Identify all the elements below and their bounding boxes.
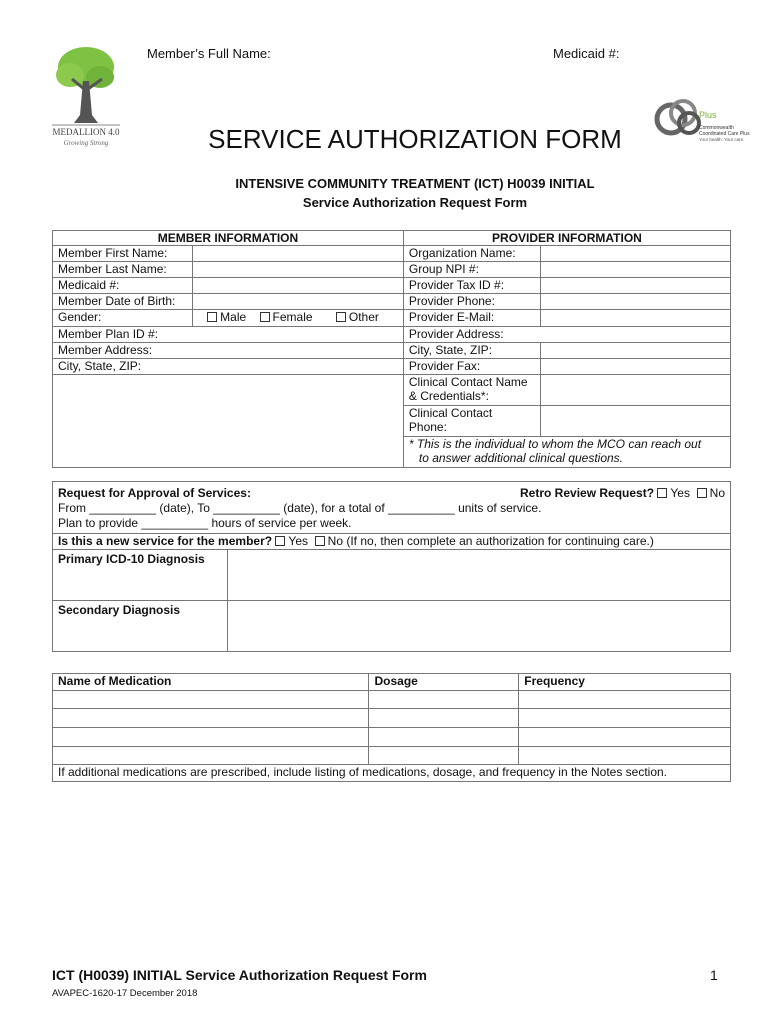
checkbox-icon[interactable] xyxy=(657,488,667,498)
dosage-cell[interactable] xyxy=(369,691,519,709)
member-dob-field[interactable] xyxy=(192,294,403,310)
service-hours-line: Plan to provide __________ hours of service per week. xyxy=(58,516,352,530)
gender-label: Gender: xyxy=(53,310,193,327)
clinical-contact-name-label: Clinical Contact Name & Credentials*: xyxy=(403,375,540,406)
frequency-header: Frequency xyxy=(519,674,731,691)
dosage-cell[interactable] xyxy=(369,728,519,747)
member-plan-id-label: Member Plan ID #: xyxy=(53,327,193,343)
clinical-contact-name-field[interactable] xyxy=(540,375,730,406)
member-first-name-label: Member First Name: xyxy=(53,246,193,262)
provider-city-label: City, State, ZIP: xyxy=(403,343,540,359)
table-row xyxy=(53,747,731,765)
new-service-row: Is this a new service for the member? Yes No (If no, then complete an authorization for continuing care.) xyxy=(53,534,731,550)
new-service-label: Is this a new service for the member? xyxy=(58,534,273,548)
gender-male-option[interactable]: Male xyxy=(207,310,246,324)
provider-info-heading: PROVIDER INFORMATION xyxy=(403,231,730,246)
medicaid-number-label: Medicaid #: xyxy=(553,46,620,61)
organization-name-field[interactable] xyxy=(540,246,730,262)
provider-tax-id-field[interactable] xyxy=(540,278,730,294)
medication-name-cell[interactable] xyxy=(53,691,369,709)
provider-address-field[interactable] xyxy=(540,327,730,343)
group-npi-label: Group NPI #: xyxy=(403,262,540,278)
table-row xyxy=(53,709,731,728)
member-last-name-field[interactable] xyxy=(192,262,403,278)
request-approval-section xyxy=(53,482,731,534)
form-code: AVAPEC-1620-17 December 2018 xyxy=(52,988,198,999)
primary-diagnosis-field[interactable] xyxy=(227,550,730,601)
member-plan-id-field[interactable] xyxy=(192,327,403,343)
medication-name-cell[interactable] xyxy=(53,747,369,765)
frequency-cell[interactable] xyxy=(519,728,731,747)
dosage-cell[interactable] xyxy=(369,747,519,765)
svg-text:Your health. Your care.: Your health. Your care. xyxy=(699,137,745,142)
member-provider-table xyxy=(52,230,731,468)
provider-fax-field[interactable] xyxy=(540,359,730,375)
medication-name-cell[interactable] xyxy=(53,728,369,747)
checkbox-icon[interactable] xyxy=(260,312,270,322)
medication-name-cell[interactable] xyxy=(53,709,369,728)
frequency-cell[interactable] xyxy=(519,709,731,728)
request-table xyxy=(52,481,731,652)
member-city-label: City, State, ZIP: xyxy=(53,359,193,375)
provider-phone-label: Provider Phone: xyxy=(403,294,540,310)
member-full-name-label: Member’s Full Name: xyxy=(147,46,271,61)
member-city-field[interactable] xyxy=(192,359,403,375)
service-dates-line: From __________ (date), To __________ (date), for a total of __________ units of service. xyxy=(58,501,542,515)
footer-title: ICT (H0039) INITIAL Service Authorization Request Form xyxy=(52,967,427,983)
member-dob-label: Member Date of Birth: xyxy=(53,294,193,310)
gender-other-option[interactable]: Other xyxy=(336,310,379,324)
medications-table xyxy=(52,673,731,782)
clinical-contact-phone-label: Clinical Contact Phone: xyxy=(403,406,540,437)
dosage-cell[interactable] xyxy=(369,709,519,728)
member-info-heading: MEMBER INFORMATION xyxy=(53,231,404,246)
checkbox-icon[interactable] xyxy=(275,536,285,546)
provider-address-label: Provider Address: xyxy=(403,327,540,343)
secondary-diagnosis-label: Secondary Diagnosis xyxy=(53,601,228,652)
group-npi-field[interactable] xyxy=(540,262,730,278)
organization-name-label: Organization Name: xyxy=(403,246,540,262)
gender-female-option[interactable]: Female xyxy=(260,310,313,324)
provider-email-label: Provider E-Mail: xyxy=(403,310,540,327)
member-info-blank-area xyxy=(53,375,404,468)
medicaid-label: Medicaid #: xyxy=(53,278,193,294)
checkbox-icon[interactable] xyxy=(315,536,325,546)
member-address-field[interactable] xyxy=(192,343,403,359)
member-last-name-label: Member Last Name: xyxy=(53,262,193,278)
request-approval-label: Request for Approval of Services: xyxy=(58,486,251,500)
retro-review-question: Retro Review Request? Yes No xyxy=(520,486,725,500)
clinical-contact-note: * This is the individual to whom the MCO can reach out to answer additional clinical questions. xyxy=(403,437,730,468)
new-service-tail: No (If no, then complete an authorization for continuing care.) xyxy=(327,534,654,548)
provider-phone-field[interactable] xyxy=(540,294,730,310)
provider-fax-label: Provider Fax: xyxy=(403,359,540,375)
frequency-cell[interactable] xyxy=(519,691,731,709)
table-row xyxy=(53,728,731,747)
member-first-name-field[interactable] xyxy=(192,246,403,262)
medallion-name: MEDALLION 4.0 xyxy=(52,127,120,137)
checkbox-icon[interactable] xyxy=(207,312,217,322)
checkbox-icon[interactable] xyxy=(336,312,346,322)
page-number: 1 xyxy=(710,967,718,983)
provider-city-field[interactable] xyxy=(540,343,730,359)
frequency-cell[interactable] xyxy=(519,747,731,765)
svg-text:Coordinated Care Plus: Coordinated Care Plus xyxy=(699,131,750,137)
member-address-label: Member Address: xyxy=(53,343,193,359)
gender-options xyxy=(192,310,403,327)
form-subtitle-2: Service Authorization Request Form xyxy=(302,195,528,210)
primary-diagnosis-label: Primary ICD-10 Diagnosis xyxy=(53,550,228,601)
form-title: SERVICE AUTHORIZATION FORM xyxy=(208,124,622,154)
secondary-diagnosis-field[interactable] xyxy=(227,601,730,652)
provider-tax-id-label: Provider Tax ID #: xyxy=(403,278,540,294)
provider-email-field[interactable] xyxy=(540,310,730,327)
clinical-contact-phone-field[interactable] xyxy=(540,406,730,437)
checkbox-icon[interactable] xyxy=(697,488,707,498)
medallion-tagline: Growing Strong xyxy=(63,139,109,147)
dosage-header: Dosage xyxy=(369,674,519,691)
svg-text:Plus: Plus xyxy=(699,110,717,120)
medication-name-header: Name of Medication xyxy=(53,674,369,691)
table-row xyxy=(53,691,731,709)
medications-note: If additional medications are prescribed, include listing of medications, dosage, and frequency in the Notes section. xyxy=(53,765,731,782)
form-subtitle: INTENSIVE COMMUNITY TREATMENT (ICT) H0039 INITIAL xyxy=(235,176,595,191)
medicaid-field[interactable] xyxy=(192,278,403,294)
svg-text:Commonwealth: Commonwealth xyxy=(699,125,734,131)
